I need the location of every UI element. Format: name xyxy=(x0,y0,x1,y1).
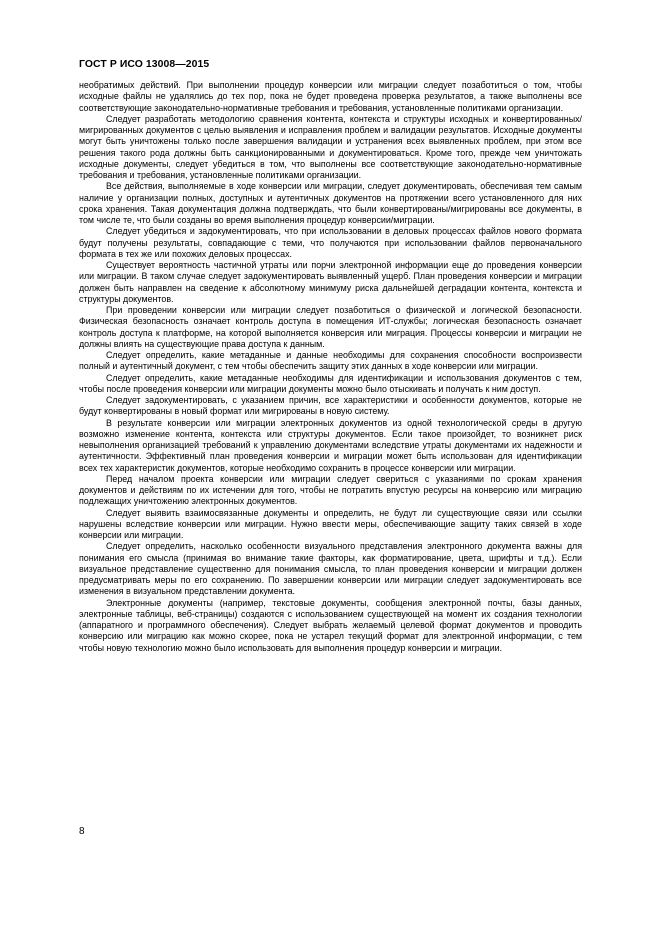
paragraph: В результате конверсии или миграции электронных документов из одной технологической среды в другую возможно изменение контента, контекста или структуры документов. Если такое произойдет, то возникнет риск невыполнения организацией требований к управлению документами вследствие утраты документами их надежности и аутентичности. Эффективный план проведения конверсии и миграции может быть использован для идентификации всех тех характеристик документов, которые необходимо сохранить в процессе конверсии или миграции. xyxy=(79,417,582,473)
paragraph: Существует вероятность частичной утраты или порчи электронной информации еще до проведения конверсии или миграции. В таком случае следует задокументировать выявленный ущерб. План проведения конверсии и миграции должен быть направлен на сведение к абсолютному минимуму риска дальнейшей деградации контента, контекста и структуры документов. xyxy=(79,260,582,304)
paragraph: Все действия, выполняемые в ходе конверсии или миграции, следует документировать, обеспечивая тем самым наличие у организации полных, доступных и аутентичных документов на протяжении всего установленного для них срока хранения. Такая документация должна подтверждать, что были конвертированы/мигрированы все документы, в том числе те, что были созданы во время выполнения процедур конверсии/миграции. xyxy=(79,181,582,225)
paragraph: Электронные документы (например, текстовые документы, сообщения электронной почты, базы данных, электронные таблицы, веб-страницы) создаются с использованием существующей на момент их создания технологии (аппаратного и программного обеспечения). Следует выбрать желаемый целевой формат документов и проводить конверсию или миграцию как можно скорее, пока не устарел текущий формат для электронной информации, с тем чтобы новую технологию можно было использовать для выполнения процедур конверсии и миграции. xyxy=(79,597,582,653)
page-number: 8 xyxy=(79,826,85,837)
document-body xyxy=(79,80,582,654)
paragraph: Следует разработать методологию сравнения контента, контекста и структуры исходных и конвертированных/мигрированных документов с целью выявления и исправления проблем и валидации результатов. Исходные документы могут быть уничтожены только после завершения валидации и устранения всех выявленных проблем, при этом все решения такого рода должны быть санкционированными и документироваться. Кроме того, прежде чем уничтожать исходные документы, следует убедиться в том, что выполнены все соответствующие законодательно-нормативные требования и требования, установленные политиками организации. xyxy=(79,113,582,180)
paragraph: Перед началом проекта конверсии или миграции следует свериться с указаниями по срокам хранения документов и действиям по их истечении для того, чтобы не потратить впустую ресурсы на конверсию или миграцию подлежащих уничтожению электронных документов. xyxy=(79,473,582,507)
paragraph: Следует определить, какие метаданные необходимы для идентификации и использования документов с тем, чтобы после проведения конверсии или миграции документы можно было отыскивать и получать к ним доступ. xyxy=(79,372,582,394)
paragraph: Следует выявить взаимосвязанные документы и определить, не будут ли существующие связи или ссылки нарушены вследствие конверсии или миграции. Нужно ввести меры, обеспечивающие защиту таких связей в ходе конверсии или миграции. xyxy=(79,507,582,540)
paragraph: Следует убедиться и задокументировать, что при использовании в деловых процессах файлов нового формата будут получены результаты, совпадающие с теми, что получаются при использовании файлов первоначального формата в тех же или похожих деловых процессах. xyxy=(79,226,582,259)
paragraph: необратимых действий. При выполнении процедур конверсии или миграции следует позаботиться о том, чтобы исходные файлы не удалялись до тех пор, пока не будет проведена проверка результатов, а также выполнены все соответствующие законодательно-нормативные требования и требования, установленные политиками организации. xyxy=(79,80,582,113)
paragraph: При проведении конверсии или миграции следует позаботиться о физической и логической безопасности. Физическая безопасность означает контроль доступа в помещения ИТ-службы; логическая безопасность означает контроль доступа к платформе, на которой выполняется конверсия или миграция. Процессы конверсии и миграции не должны влиять на существующие права доступа к данным. xyxy=(79,305,582,349)
paragraph: Следует определить, насколько особенности визуального представления электронного документа важны для понимания его смысла (принимая во внимание такие факторы, как форматирование, цвета, шрифты и т.д.). Если визуальное представление существенно для понимания смысла, то план проведения конверсии и миграции должен предусматривать меры по его сохранению. По завершении конверсии или миграции следует задокументировать все изменения в визуальном представлении документа. xyxy=(79,541,582,597)
paragraph: Следует определить, какие метаданные и данные необходимы для сохранения способности воспроизвести полный и аутентичный документ, с тем чтобы обеспечить защиту этих данных в ходе конверсии или миграции. xyxy=(79,350,582,372)
document-header: ГОСТ Р ИСО 13008—2015 xyxy=(79,59,210,70)
paragraph: Следует задокументировать, с указанием причин, все характеристики и особенности документов, которые не будут конвертированы в новый формат или мигрированы в новую систему. xyxy=(79,395,582,417)
